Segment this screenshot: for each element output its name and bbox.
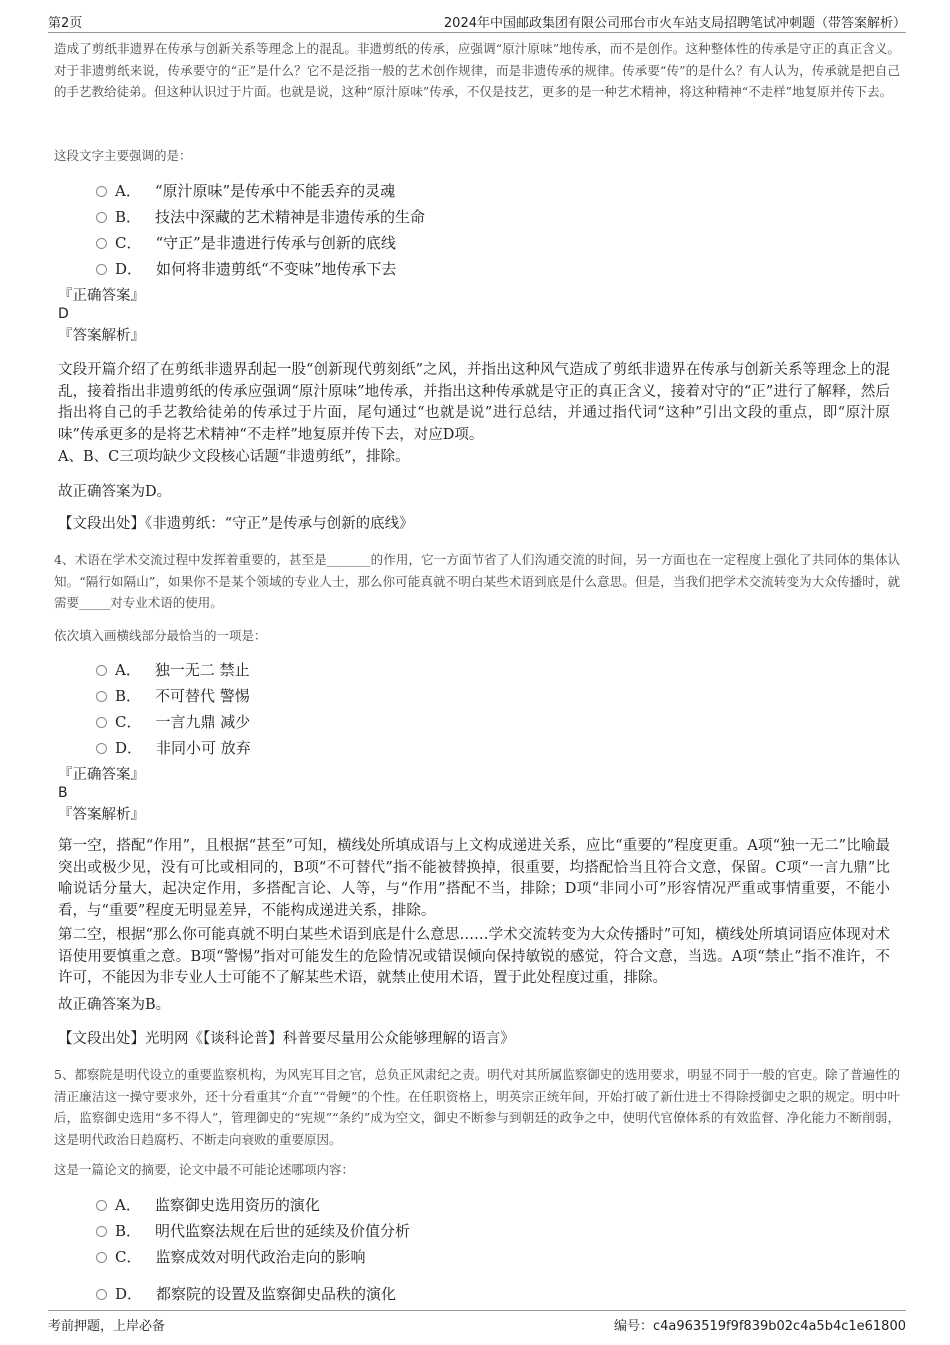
cut-off-line bbox=[56, 28, 906, 34]
q3-option-d[interactable]: D． 如何将非遗剪纸“不变味”地传承下去 bbox=[96, 259, 396, 279]
radio-icon[interactable] bbox=[96, 1289, 107, 1300]
radio-icon[interactable] bbox=[96, 665, 107, 676]
q5-option-b[interactable]: B． 明代监察法规在后世的延续及价值分析 bbox=[96, 1221, 410, 1241]
page-number: 第2页 bbox=[48, 16, 83, 31]
footer-slogan: 考前押题，上岸必备 bbox=[48, 1319, 166, 1334]
q4-analysis-paragraph: 第一空，搭配“作用”，且根据“甚至”可知，横线处所填成语与上文构成递进关系，应比“重要的”程度更重。A项“独一无二”比喻最突出或极少见，没有可比或相同的，B项“不可替代”指不能被替换掉，很重要，均搭配恰当且符合文意，保留。C项“一言九鼎”比喻说话分量大，起决定作用，多搭配言论、人等，与“作用”搭配不当，排除；D项“非同小可”形容情况严重或事情重要，不能小看，与“重要”程度无明显差异，不能构成递进关系，排除。 bbox=[58, 838, 890, 919]
q4-option-c[interactable]: C． 一言九鼎 减少 bbox=[96, 712, 250, 732]
document-code-label: 编号： bbox=[613, 1319, 653, 1334]
q4-stem: 4、术语在学术交流过程中发挥着重要的，甚至是_______的作用，它一方面节省了人们沟通交流的时间，另一方面也在一定程度上强化了共同体的集体认知。“隔行如隔山”，如果你不是某个领域的专业人士，那么你可能真就不明白某些术语到底是什么意思。但是，当我们把学术交流转变为大众传播时，就需要_____对专业术语的使用。 bbox=[54, 552, 900, 610]
radio-icon[interactable] bbox=[96, 691, 107, 702]
q4-option-d[interactable]: D． 非同小可 放弃 bbox=[96, 738, 251, 758]
q5-option-c[interactable]: C． 监察成效对明代政治走向的影响 bbox=[96, 1247, 366, 1267]
radio-icon[interactable] bbox=[96, 1200, 107, 1211]
radio-icon[interactable] bbox=[96, 1226, 107, 1237]
q3-option-b[interactable]: B． 技法中深藏的艺术精神是非遗传承的生命 bbox=[96, 207, 425, 227]
radio-icon[interactable] bbox=[96, 186, 107, 197]
q4-analysis-paragraph: 第二空，根据“那么你可能真就不明白某些术语到底是什么意思……学术交流转变为大众传播时”可知，横线处所填词语应体现对术语使用要慎重之意。B项“警惕”指对可能发生的危险情况或错误倾向保持敏锐的感觉，符合文意，当选。A项“禁止”指不准许，不许可，不能因为非专业人士可能不了解某些术语，就禁止使用术语，置于此处程度过重，排除。 bbox=[58, 927, 890, 986]
document-title: 2024年中国邮政集团有限公司邢台市火车站支局招聘笔试冲刺题（带答案解析） bbox=[443, 16, 906, 31]
q4-option-a[interactable]: A． 独一无二 禁止 bbox=[96, 660, 250, 680]
q4-source: 【文段出处】光明网《【谈科论普】科普要尽量用公众能够理解的语言》 bbox=[58, 1031, 515, 1047]
q4-analysis-label: 『答案解析』 bbox=[58, 807, 145, 823]
radio-icon[interactable] bbox=[96, 743, 107, 754]
q4-prompt: 依次填入画横线部分最恰当的一项是： bbox=[54, 628, 267, 643]
radio-icon[interactable] bbox=[96, 238, 107, 249]
q3-answer: D bbox=[58, 306, 69, 322]
q4-answer: B bbox=[58, 785, 68, 801]
q5-option-a[interactable]: A． 监察御史选用资历的演化 bbox=[96, 1195, 320, 1215]
q4-answer-label: 『正确答案』 bbox=[58, 767, 145, 783]
document-code bbox=[614, 1315, 906, 1334]
q4-option-b[interactable]: B． 不可替代 警惕 bbox=[96, 686, 250, 706]
q3-analysis-paragraph: 故正确答案为D。 bbox=[58, 484, 172, 500]
q3-source: 【文段出处】《非遗剪纸：“守正”是传承与创新的底线》 bbox=[58, 516, 414, 532]
q5-prompt: 这是一篇论文的摘要，论文中最不可能论述哪项内容： bbox=[54, 1162, 355, 1177]
q3-analysis-paragraph: A、B、C三项均缺少文段核心话题“非遗剪纸”，排除。 bbox=[58, 449, 410, 465]
q3-passage: 造成了剪纸非遗界在传承与创新关系等理念上的混乱。非遗剪纸的传承，应强调“原汁原味”地传承，而不是创作。这种整体性的传承是守正的真正含义。对于非遗剪纸来说，传承要守的“正”是什么？它不是泛指一般的艺术创作规律，而是非遗传承的规律。传承要“传”的是什么？有人认为，传承就是把自己的手艺教给徒弟。但这种认识过于片面。也就是说，这种“原汁原味”传承，不仅是技艺，更多的是一种艺术精神，将这种精神“不走样”地复原并传下去。 bbox=[54, 41, 900, 99]
q3-prompt: 这段文字主要强调的是： bbox=[54, 148, 192, 163]
radio-icon[interactable] bbox=[96, 717, 107, 728]
radio-icon[interactable] bbox=[96, 1252, 107, 1263]
q3-analysis-paragraph: 文段开篇介绍了在剪纸非遗界刮起一股“创新现代剪刻纸”之风，并指出这种风气造成了剪纸非遗界在传承与创新关系等理念上的混乱，接着指出非遗剪纸的传承应强调“原汁原味”地传承，并指出这种传承就是守正的真正含义，接着对守的“正”进行了解释，然后指出将自己的手艺教给徒弟的传承过于片面，尾句通过“也就是说”进行总结，并通过指代词“这种”引出文段的重点，即“原汁原味”传承更多的是将艺术精神“不走样”地复原并传下去，对应D项。 bbox=[58, 362, 890, 443]
q3-analysis-label: 『答案解析』 bbox=[58, 328, 145, 344]
q3-answer-label: 『正确答案』 bbox=[58, 288, 145, 304]
document-code-value: c4a963519f9f839b02c4a5b4c1e61800 bbox=[653, 1319, 906, 1334]
q5-option-d[interactable]: D． 都察院的设置及监察御史品秩的演化 bbox=[96, 1284, 396, 1304]
page-footer bbox=[48, 1310, 906, 1333]
q3-option-c[interactable]: C． “守正”是非遗进行传承与创新的底线 bbox=[96, 233, 396, 253]
q4-analysis-paragraph: 故正确答案为B。 bbox=[58, 997, 171, 1013]
q3-option-a[interactable]: A． “原汁原味”是传承中不能丢弃的灵魂 bbox=[96, 181, 395, 201]
q5-stem: 5、都察院是明代设立的重要监察机构，为风宪耳目之官，总负正风肃纪之责。明代对其所属监察御史的选用要求，明显不同于一般的官吏。除了普遍性的清正廉洁这一操守要求外，还十分看重其“介直”“骨鲠”的个性。在任职资格上，明英宗正统年间，开始打破了新仕进士不得除授御史之职的规定。明中叶后，监察御史选用“多不得人”，管理御史的“宪规”“条约”成为空文，御史不断参与到朝廷的政争之中，使明代官僚体系的有效监督、净化能力不断削弱，这是明代政治日趋腐朽、不断走向衰败的重要原因。 bbox=[54, 1067, 900, 1147]
radio-icon[interactable] bbox=[96, 264, 107, 275]
radio-icon[interactable] bbox=[96, 212, 107, 223]
